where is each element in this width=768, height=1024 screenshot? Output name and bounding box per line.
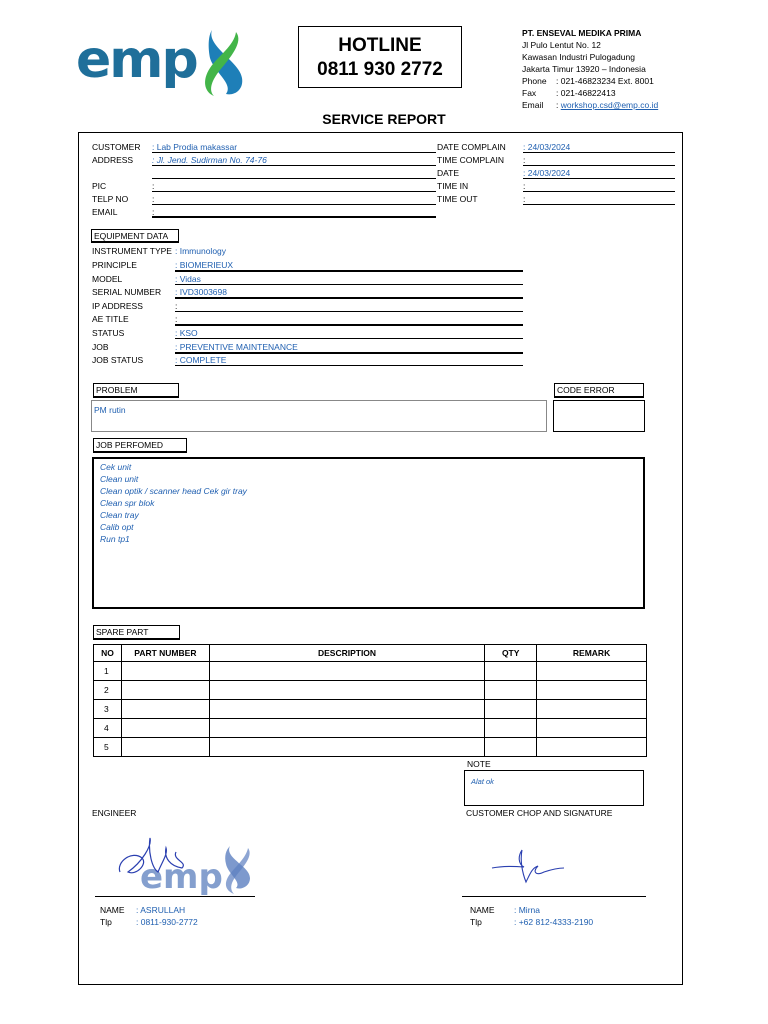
engineer-name-label: NAME <box>100 905 125 915</box>
engineer-signature-stamp <box>112 832 262 896</box>
cell-qty <box>485 719 537 738</box>
customer-name-label: NAME <box>470 905 495 915</box>
time-in-value: : <box>523 181 526 191</box>
pic-label: PIC <box>92 181 107 191</box>
model-label: MODEL <box>92 274 123 284</box>
cell-remark <box>537 719 647 738</box>
company-address-line: Kawasan Industri Pulogadung <box>522 52 635 62</box>
spare-part-table <box>93 644 647 757</box>
table-row <box>94 700 647 719</box>
status-value: : KSO <box>175 328 198 338</box>
email-link[interactable]: workshop.csd@emp.co.id <box>560 100 659 110</box>
status-label: STATUS <box>92 328 125 338</box>
note-text: Alat ok <box>471 777 494 786</box>
company-address-line: Jakarta Timur 13920 – Indonesia <box>522 64 646 74</box>
customer-label: CUSTOMER <box>92 142 141 152</box>
cell-description <box>209 681 484 700</box>
ae-title-value: : <box>175 314 178 324</box>
logo-text: emp <box>76 30 197 90</box>
date-complain-value: : 24/03/2024 <box>523 142 571 152</box>
principle-label: PRINCIPLE <box>92 260 137 270</box>
table-row <box>94 738 647 757</box>
serial-label: SERIAL NUMBER <box>92 287 162 297</box>
company-phone: Phone : 021-46823234 Ext. 8001 <box>522 76 654 86</box>
principle-value: : BIOMERIEUX <box>175 260 234 270</box>
job-performed-line: Clean unit <box>100 474 139 484</box>
hotline-box <box>298 26 462 88</box>
job-performed-line: Run tp1 <box>100 534 130 544</box>
column-header: REMARK <box>537 645 647 662</box>
email-value: : <box>152 207 155 217</box>
cell-part-number <box>121 738 209 757</box>
job-status-label: JOB STATUS <box>92 355 144 365</box>
column-header: QTY <box>485 645 537 662</box>
address-label: ADDRESS <box>92 155 134 165</box>
code-error-label: CODE ERROR <box>554 383 644 398</box>
table-row <box>94 681 647 700</box>
job-performed-line: Calib opt <box>100 522 134 532</box>
company-address-line: Jl Pulo Lentut No. 12 <box>522 40 601 50</box>
note-label: NOTE <box>467 759 491 769</box>
cell-no: 4 <box>94 719 122 738</box>
hotline-title: HOTLINE <box>338 35 422 56</box>
cell-remark <box>537 700 647 719</box>
customer-tlp-label: Tlp <box>470 917 482 927</box>
logo-mark-icon <box>200 28 252 98</box>
engineer-name-value: : ASRULLAH <box>136 905 186 915</box>
cell-part-number <box>121 681 209 700</box>
company-name: PT. ENSEVAL MEDIKA PRIMA <box>522 28 642 38</box>
ip-value: : <box>175 301 178 311</box>
customer-value: : Lab Prodia makassar <box>152 142 238 152</box>
telp-label: TELP NO <box>92 194 129 204</box>
date-label: DATE <box>437 168 460 178</box>
cell-part-number <box>121 662 209 681</box>
customer-signature-label: CUSTOMER CHOP AND SIGNATURE <box>466 808 613 818</box>
job-value: : PREVENTIVE MAINTENANCE <box>175 342 298 352</box>
column-header: DESCRIPTION <box>209 645 484 662</box>
problem-label: PROBLEM <box>93 383 179 398</box>
job-performed-line: Clean spr blok <box>100 498 155 508</box>
time-out-value: : <box>523 194 526 204</box>
customer-name-value: : Mirna <box>514 905 540 915</box>
company-fax: Fax : 021-46822413 <box>522 88 616 98</box>
company-email: Email : workshop.csd@emp.co.id <box>522 100 659 110</box>
company-address <box>522 27 658 111</box>
problem-box <box>91 400 547 432</box>
ip-label: IP ADDRESS <box>92 301 143 311</box>
instrument-type-value: : Immunology <box>175 246 227 256</box>
job-performed-label: JOB PERFOMED <box>93 438 187 453</box>
engineer-tlp-value: : 0811-930-2772 <box>136 917 198 927</box>
job-status-value: : COMPLETE <box>175 355 227 365</box>
cell-remark <box>537 738 647 757</box>
date-value: : 24/03/2024 <box>523 168 571 178</box>
emp-logo <box>76 28 256 98</box>
cell-no: 3 <box>94 700 122 719</box>
report-title: SERVICE REPORT <box>322 111 446 127</box>
job-performed-line: Cek unit <box>100 462 132 472</box>
cell-description <box>209 719 484 738</box>
date-complain-label: DATE COMPLAIN <box>437 142 506 152</box>
cell-part-number <box>121 700 209 719</box>
time-complain-value: : <box>523 155 526 165</box>
table-header-row <box>94 645 647 662</box>
serial-value: : IVD3003698 <box>175 287 227 297</box>
engineer-label: ENGINEER <box>92 808 137 818</box>
cell-part-number <box>121 719 209 738</box>
cell-no: 1 <box>94 662 122 681</box>
job-performed-line: Clean tray <box>100 510 139 520</box>
equipment-section-label: EQUIPMENT DATA <box>91 229 179 243</box>
cell-qty <box>485 681 537 700</box>
cell-qty <box>485 738 537 757</box>
cell-description <box>209 700 484 719</box>
hotline-number: 0811 930 2772 <box>317 59 443 80</box>
problem-text: PM rutin <box>94 405 126 415</box>
time-complain-label: TIME COMPLAIN <box>437 155 505 165</box>
telp-value: : <box>152 194 155 204</box>
cell-description <box>209 662 484 681</box>
table-row <box>94 662 647 681</box>
customer-signature <box>488 844 568 886</box>
spare-part-label: SPARE PART <box>93 625 180 640</box>
cell-remark <box>537 681 647 700</box>
engineer-tlp-label: Tlp <box>100 917 112 927</box>
cell-qty <box>485 662 537 681</box>
cell-no: 5 <box>94 738 122 757</box>
time-in-label: TIME IN <box>437 181 469 191</box>
pic-value: : <box>152 181 155 191</box>
job-performed-box <box>92 457 645 609</box>
table-row <box>94 719 647 738</box>
column-header: PART NUMBER <box>121 645 209 662</box>
cell-no: 2 <box>94 681 122 700</box>
cell-qty <box>485 700 537 719</box>
column-header: NO <box>94 645 122 662</box>
svg-text:emp: emp <box>140 857 223 896</box>
cell-remark <box>537 662 647 681</box>
note-box <box>464 770 644 806</box>
job-label: JOB <box>92 342 109 352</box>
code-error-box <box>553 400 645 432</box>
instrument-type-label: INSTRUMENT TYPE <box>92 246 172 256</box>
cell-description <box>209 738 484 757</box>
address-value: : Jl. Jend. Sudirman No. 74-76 <box>152 155 267 165</box>
job-performed-line: Clean optik / scanner head Cek gir tray <box>100 486 247 496</box>
ae-title-label: AE TITLE <box>92 314 129 324</box>
model-value: : Vidas <box>175 274 201 284</box>
time-out-label: TIME OUT <box>437 194 478 204</box>
customer-tlp-value: : +62 812-4333-2190 <box>514 917 594 927</box>
email-label: EMAIL <box>92 207 118 217</box>
